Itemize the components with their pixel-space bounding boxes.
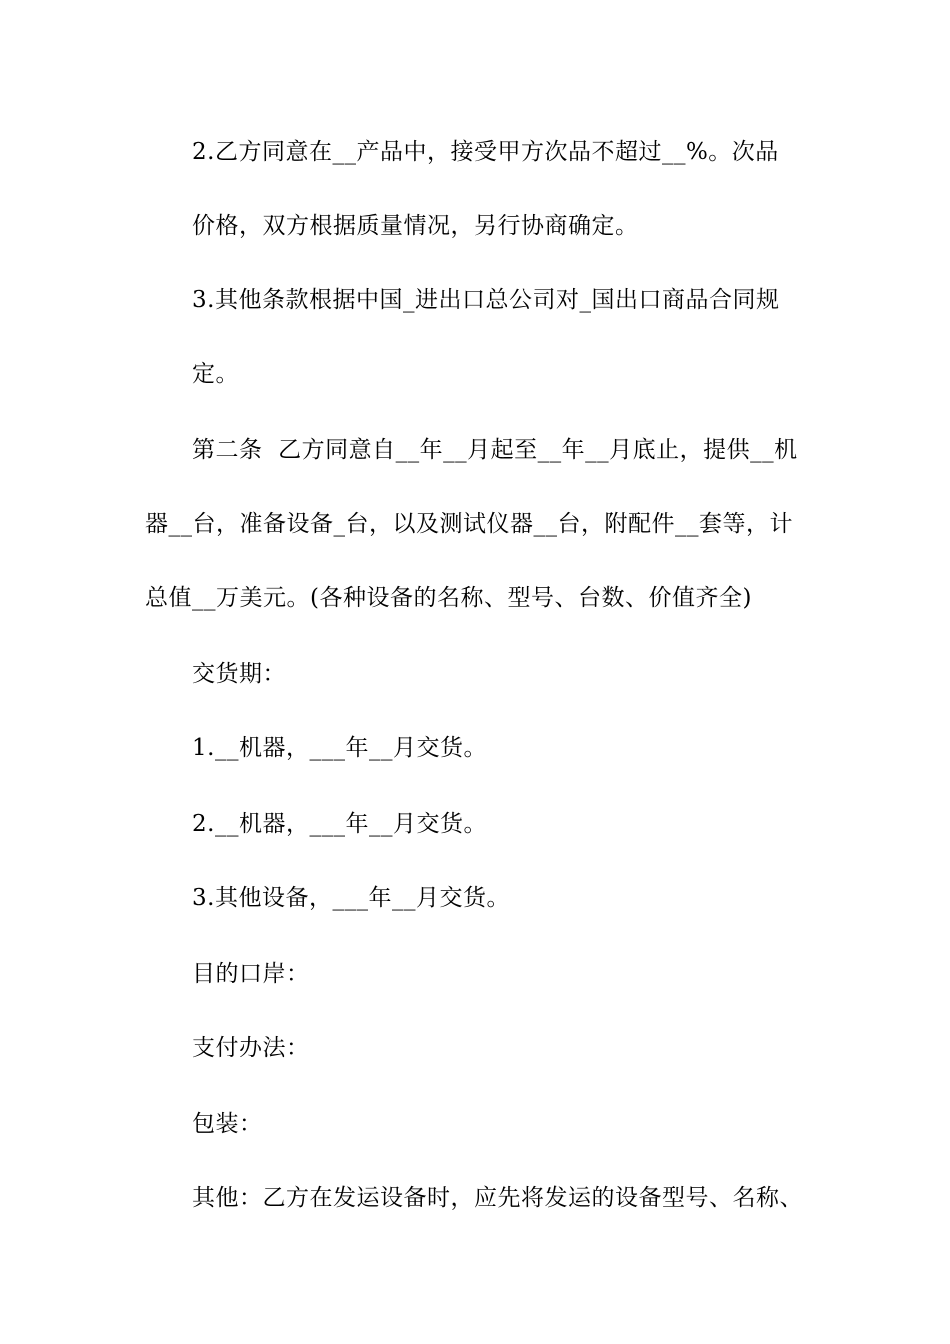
clause-line-4: 定。 — [192, 361, 239, 387]
payment-method-label: 支付办法： — [192, 1035, 310, 1061]
delivery-item-1: 1.__机器，___年__月交货。 — [192, 735, 487, 761]
article-two-line-2: 器__台，准备设备_台，以及测试仪器__台，附配件__套等，计 — [145, 511, 793, 537]
delivery-item-2: 2.__机器，___年__月交货。 — [192, 811, 487, 837]
other-clause-line: 其他：乙方在发运设备时，应先将发运的设备型号、名称、 — [192, 1185, 803, 1211]
clause-line-1: 2.乙方同意在__产品中，接受甲方次品不超过__%。次品 — [192, 139, 779, 165]
clause-line-2: 价格，双方根据质量情况，另行协商确定。 — [192, 213, 639, 239]
delivery-item-3: 3.其他设备，___年__月交货。 — [192, 885, 510, 911]
article-two-line-1: 第二条 乙方同意自__年__月起至__年__月底止，提供__机 — [192, 437, 798, 463]
packaging-label: 包装： — [192, 1111, 263, 1137]
clause-line-3: 3.其他条款根据中国_进出口总公司对_国出口商品合同规 — [192, 287, 780, 313]
article-two-line-3: 总值__万美元。(各种设备的名称、型号、台数、价值齐全) — [145, 585, 752, 611]
delivery-period-heading: 交货期： — [192, 661, 286, 687]
destination-port-label: 目的口岸： — [192, 961, 310, 987]
